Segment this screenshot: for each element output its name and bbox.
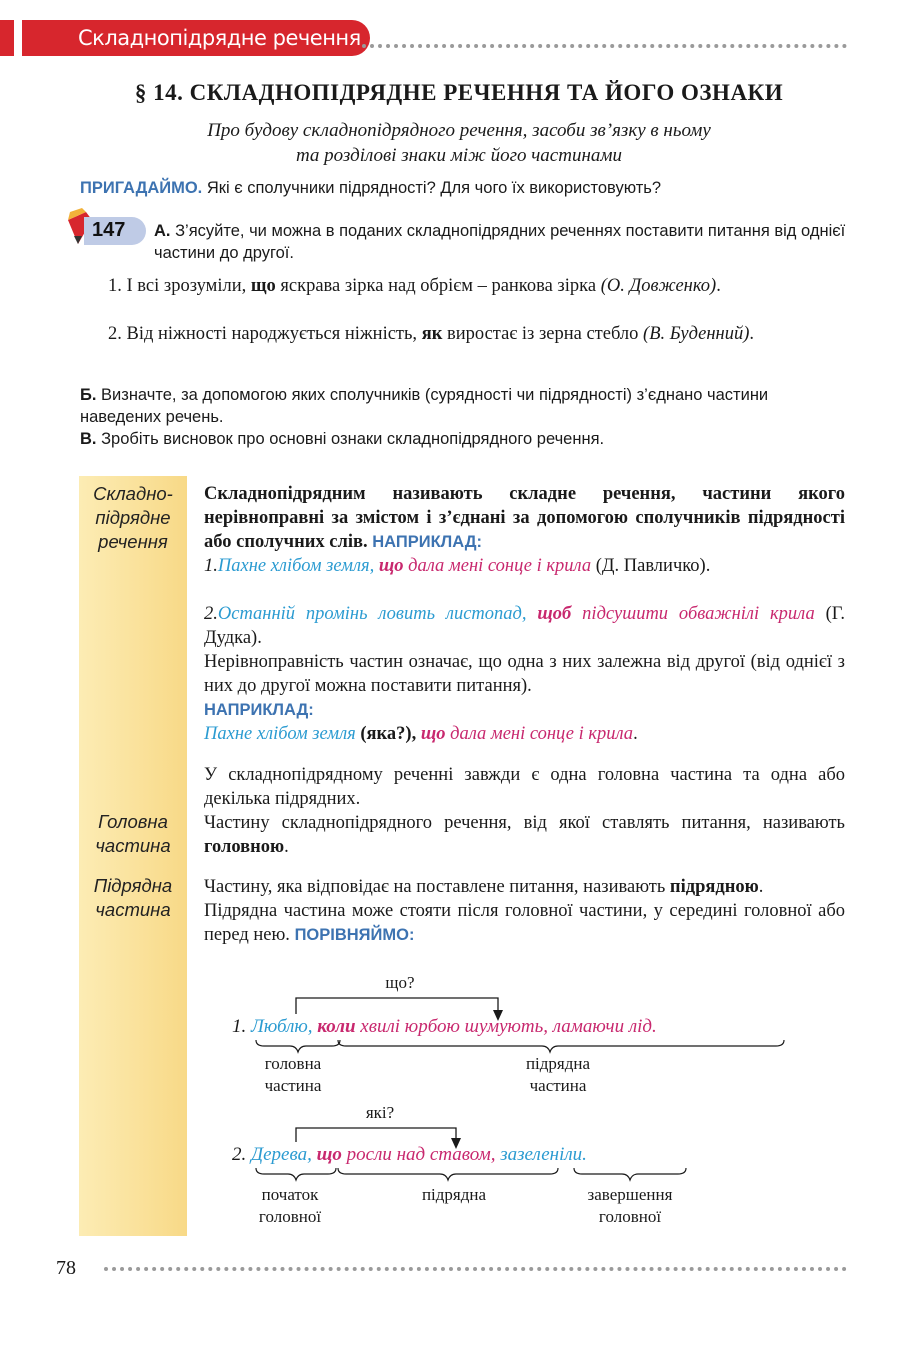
diagram2-sentence: 2. Дерева, що росли над ставом, зазеленіли. (232, 1144, 587, 1165)
theory-example-2: 2.Останній промінь ловить листопад, щоб підсушити обважнілі крила (Г. Дудка). (204, 604, 845, 648)
section-label: Складнопідрядне речення (78, 26, 361, 50)
exercise-sentence-2: 2. Від ніжності народжується ніжність, як виростає із зерна стебло (В. Буденний). (108, 324, 755, 344)
page-subtitle: Про будову складнопідрядного речення, засоби зв’язку в ньому та розділові знаки між його частинами (207, 120, 711, 166)
task-b: Б. Визначте, за допомогою яких сполучників (сурядності чи підрядності) з’єднано частини наведених речень. (80, 386, 769, 426)
diagram1-label-main: головна частина (264, 1054, 322, 1095)
footer-dotted-line (104, 1267, 847, 1271)
diagram1-sentence: 1. Люблю, коли хвилі юрбою шумують, ламаючи лід. (232, 1016, 657, 1037)
diagram2-label-main-end: завершення головної (587, 1185, 673, 1226)
theory-main-part: У складнопідрядному реченні завжди є одна головна частина та одна або декілька підрядних. Частину складнопідрядного речення, від якої ставлять питання, називають головною. (204, 765, 845, 857)
theory-inequality: Нерівноправність частин означає, що одна з них залежна від другої (від однієї з них до другої можна поставити питання). НАПРИКЛАД: (204, 652, 845, 719)
page-number: 78 (56, 1257, 76, 1279)
task-v: В. Зробіть висновок про основні ознаки складнопідрядного речення. (80, 430, 605, 448)
theory-example-3: Пахне хлібом земля (яка?), що дала мені сонце і крила. (204, 724, 638, 744)
theory-example-1: 1.Пахне хлібом земля, що дала мені сонце і крила (Д. Павличко). (204, 556, 711, 576)
sidebar-term-sub-part: Підрядна частина (93, 875, 173, 920)
page-title: § 14. СКЛАДНОПІДРЯДНЕ РЕЧЕННЯ ТА ЙОГО ОЗНАКИ (134, 80, 784, 105)
sidebar-term-complex-sentence: Складно- підрядне речення (93, 483, 173, 552)
exercise-intro: А. З’ясуйте, чи можна в поданих складнопідрядних реченнях поставити питання від однієї частини до другої. (154, 222, 846, 262)
theory-sub-part: Частину, яка відповідає на поставлене питання, називають підрядною. Підрядна частина може стояти після головної частини, у середині головної або перед нею. ПОРІВНЯЙМО: (204, 877, 845, 945)
exercise-sentence-1: 1. І всі зрозуміли, що яскрава зірка над обрієм – ранкова зірка (О. Довженко). (108, 276, 721, 296)
diagram1-label-sub: підрядна частина (525, 1054, 591, 1095)
remember-tag: ПРИГАДАЙМО. (80, 179, 203, 197)
diagram2-label-sub: підрядна (421, 1185, 487, 1204)
sidebar-term-main-part: Головна частина (95, 811, 171, 856)
exercise-number: 147 (92, 219, 126, 241)
diagram1-question: що? (385, 973, 415, 992)
theory-definition: Складнопідрядним називають складне речення, частини якого нерівноправні за змістом і з’єднані за допомогою сполучників підрядності або сполучних слів. НАПРИКЛАД: (204, 484, 845, 552)
diagram2-label-main-start: початок головної (258, 1185, 322, 1226)
diagram2-question: які? (365, 1103, 395, 1122)
remember-prompt: ПРИГАДАЙМО. Які є сполучники підрядності? Для чого їх використовують? (80, 179, 662, 197)
